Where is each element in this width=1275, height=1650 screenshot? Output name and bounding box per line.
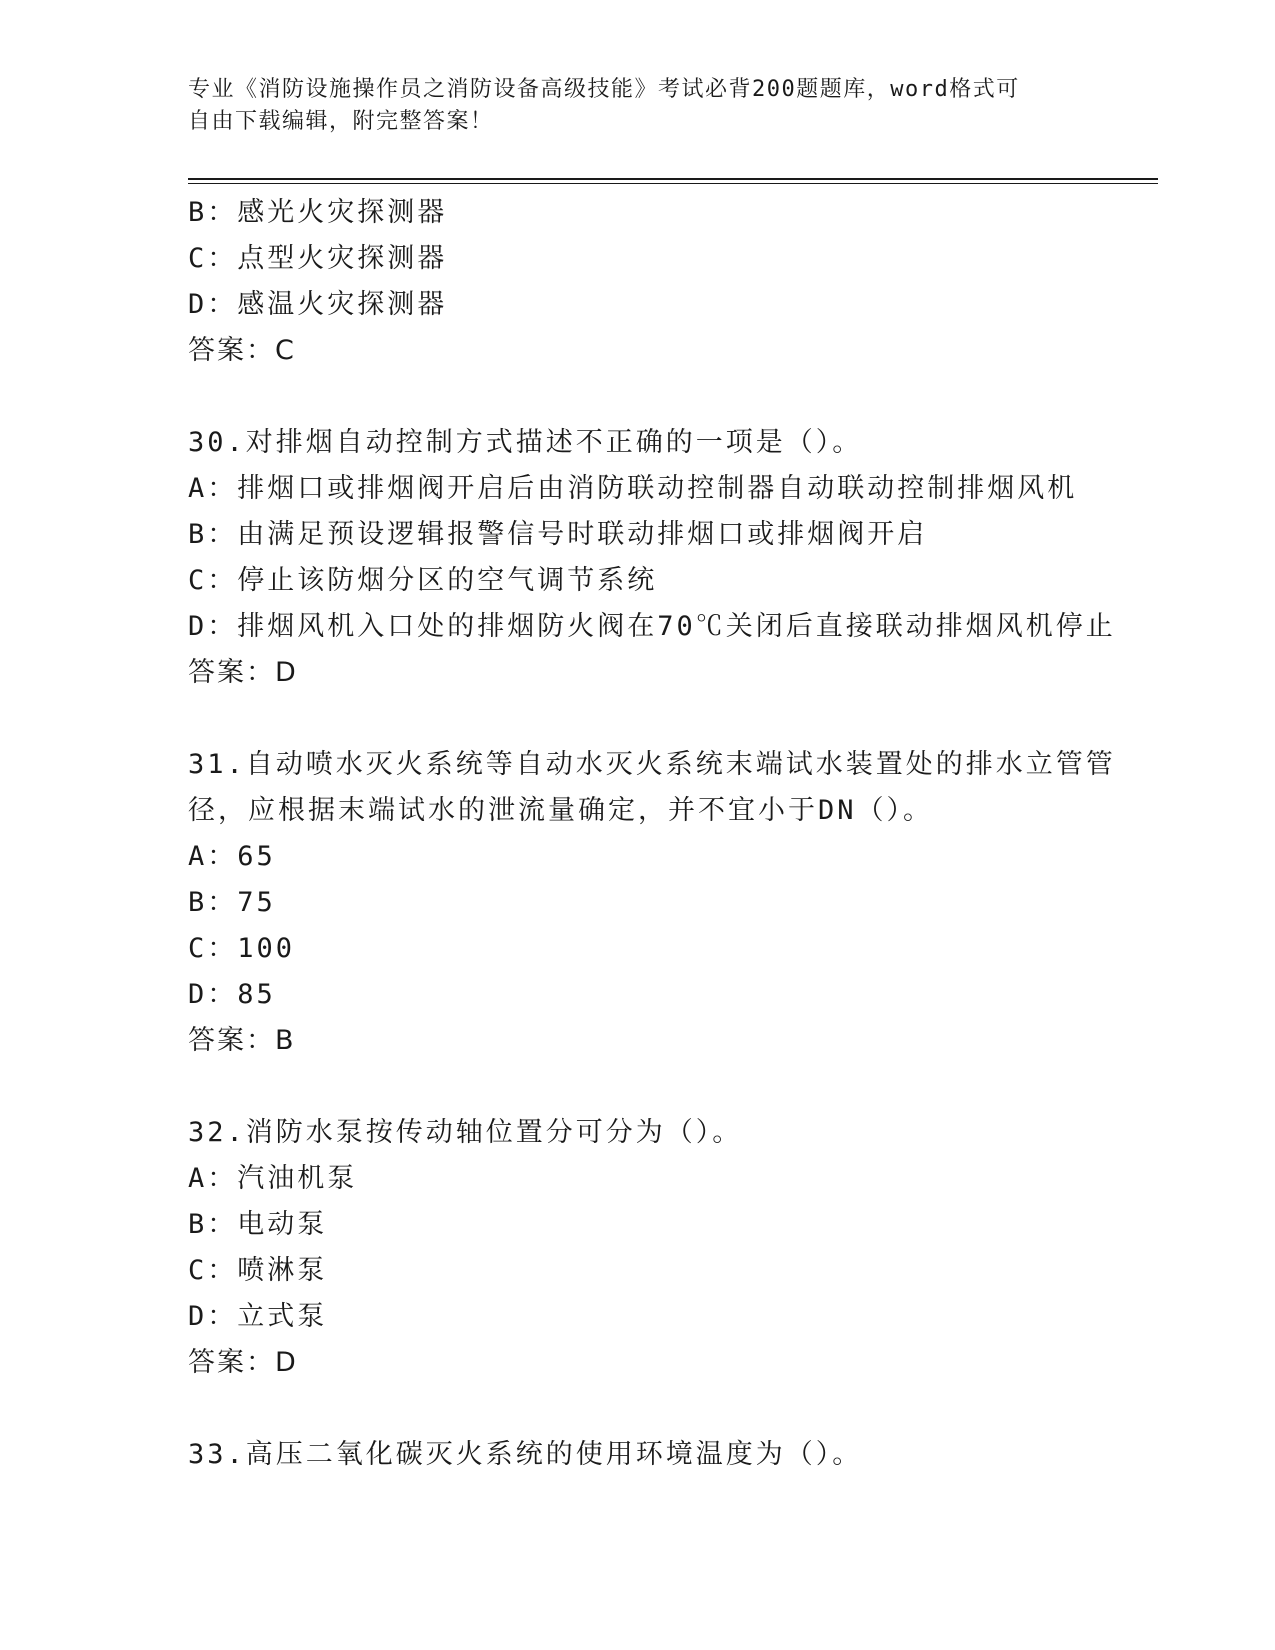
header-title-line-1: 专业《消防设施操作员之消防设备高级技能》考试必背200题题库，word格式可 <box>188 77 1020 102</box>
option-c: C：停止该防烟分区的空气调节系统 <box>188 565 658 596</box>
option-d: D：感温火灾探测器 <box>188 289 448 320</box>
question-stem-line-1: 31.自动喷水灭火系统等自动水灭火系统末端试水装置处的排水立管管 <box>188 749 1116 780</box>
question-30 <box>188 420 1168 696</box>
header-title-line-2: 自由下载编辑，附完整答案！ <box>188 109 494 134</box>
page-header <box>188 74 1078 138</box>
answer-line: 答案：D <box>188 657 298 688</box>
question-29-tail <box>188 190 1168 374</box>
spacer <box>188 1386 1168 1432</box>
option-c: C：喷淋泵 <box>188 1255 328 1286</box>
option-a: A：汽油机泵 <box>188 1163 358 1194</box>
answer-line: 答案：B <box>188 1025 296 1056</box>
question-33 <box>188 1432 1168 1478</box>
question-stem: 30.对排烟自动控制方式描述不正确的一项是（）。 <box>188 427 863 458</box>
option-c: C：100 <box>188 933 296 964</box>
question-32 <box>188 1110 1168 1386</box>
option-d: D：立式泵 <box>188 1301 328 1332</box>
option-d: D：排烟风机入口处的排烟防火阀在70℃关闭后直接联动排烟风机停止 <box>188 611 1116 642</box>
question-list <box>188 190 1168 1478</box>
spacer <box>188 374 1168 420</box>
question-31 <box>188 742 1168 1064</box>
option-a: A：65 <box>188 841 276 872</box>
spacer <box>188 1064 1168 1110</box>
option-a: A：排烟口或排烟阀开启后由消防联动控制器自动联动控制排烟风机 <box>188 473 1078 504</box>
option-d: D：85 <box>188 979 276 1010</box>
question-stem: 33.高压二氧化碳灭火系统的使用环境温度为（）。 <box>188 1439 863 1470</box>
question-stem-line-2: 径，应根据末端试水的泄流量确定，并不宜小于DN（）。 <box>188 795 934 826</box>
question-stem: 32.消防水泵按传动轴位置分可分为（）。 <box>188 1117 743 1148</box>
header-divider-thick <box>188 178 1158 180</box>
header-divider-thin <box>188 183 1158 184</box>
option-b: B：由满足预设逻辑报警信号时联动排烟口或排烟阀开启 <box>188 519 928 550</box>
answer-line: 答案：D <box>188 1347 298 1378</box>
option-c: C：点型火灾探测器 <box>188 243 448 274</box>
spacer <box>188 696 1168 742</box>
option-b: B：75 <box>188 887 276 918</box>
answer-line: 答案：C <box>188 335 296 366</box>
option-b: B：感光火灾探测器 <box>188 197 448 228</box>
option-b: B：电动泵 <box>188 1209 328 1240</box>
